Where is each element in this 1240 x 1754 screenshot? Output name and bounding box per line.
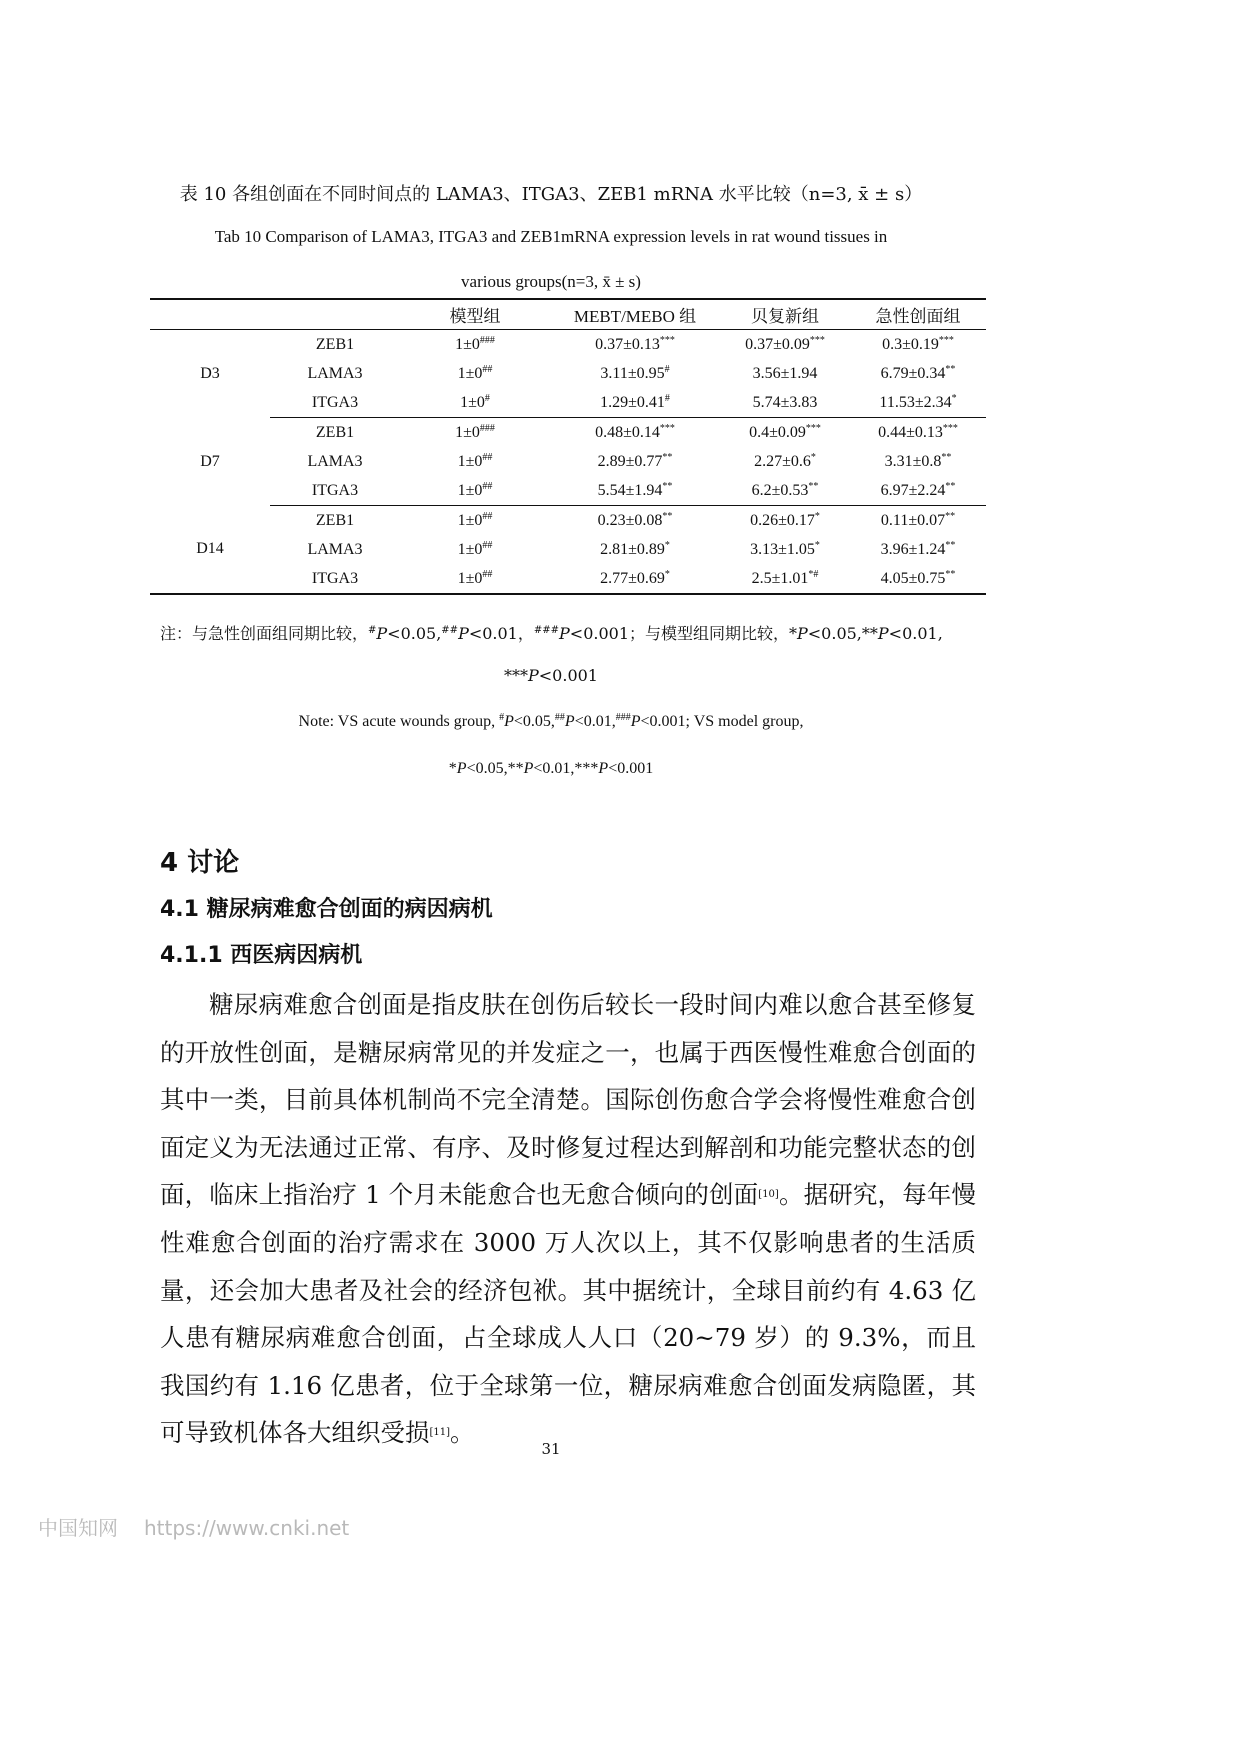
value-cell: [850, 359, 986, 388]
significance-mark: **: [941, 451, 952, 463]
table-header-row: [150, 299, 986, 330]
significance-mark: ###: [479, 334, 495, 346]
significance-mark: ***: [659, 334, 675, 346]
value-cell: [400, 476, 550, 506]
mean-sd-value: 6.97±2.24: [880, 481, 946, 499]
value-cell: [400, 564, 550, 594]
significance-mark: ##: [482, 451, 493, 463]
value-cell: [550, 330, 720, 360]
value-cell: [850, 418, 986, 448]
significance-mark: *: [810, 451, 816, 463]
significance-mark: **: [945, 480, 956, 492]
value-cell: [720, 535, 850, 564]
day-label: D3: [200, 364, 220, 382]
note-en-line1: Note: VS acute wounds group, #P<0.05,##P<0.01,###P<0.001; VS model group,: [298, 712, 804, 730]
header-mebt-group: MEBT/MEBO 组: [550, 299, 720, 330]
mean-sd-value: 3.13±1.05: [750, 540, 815, 558]
paragraph-text-1: 糖尿病难愈合创面是指皮肤在创伤后较长一段时间内难以愈合甚至修复的开放性创面，是糖尿病常见的并发症之一，也属于西医慢性难愈合创面的其中一类，目前具体机制尚不完全清楚。国际创伤愈合学会将慢性难愈合创面定义为无法通过正常、有序、及时修复过程达到解剖和功能完整状态的创面，临床上指治疗 1 个月未能愈合也无愈合倾向的创面: [160, 990, 976, 1210]
table-row: [150, 330, 986, 360]
gene-label: LAMA3: [307, 452, 363, 470]
gene-label: ZEB1: [315, 335, 355, 353]
table-row: [150, 359, 986, 388]
value-cell: [400, 535, 550, 564]
significance-mark: ##: [482, 480, 493, 492]
mean-sd-value: 2.27±0.6: [754, 452, 811, 470]
gene-label: LAMA3: [307, 540, 363, 558]
significance-mark: **: [945, 363, 956, 375]
significance-mark: *: [814, 510, 820, 522]
gene-label: LAMA3: [307, 364, 363, 382]
value-cell: [720, 564, 850, 594]
mean-sd-value: 2.89±0.77: [597, 452, 663, 470]
mean-sd-value: 1±0: [455, 335, 480, 353]
mean-sd-value: 3.31±0.8: [884, 452, 942, 470]
value-cell: [400, 330, 550, 360]
value-cell: [720, 330, 850, 360]
table-row: [150, 476, 986, 506]
significance-mark: **: [808, 480, 819, 492]
mean-sd-value: 0.3±0.19: [882, 335, 939, 353]
table-body: [150, 330, 986, 595]
value-cell: [850, 330, 986, 360]
value-cell: [550, 476, 720, 506]
significance-mark: *#: [808, 568, 819, 580]
significance-mark: **: [945, 510, 956, 522]
mean-sd-value: 1±0: [457, 511, 483, 529]
mean-sd-value: 0.23±0.08: [597, 511, 663, 529]
significance-mark: ##: [482, 539, 493, 551]
mean-sd-value: 2.5±1.01: [751, 569, 809, 587]
value-cell: [400, 359, 550, 388]
header-acute-group: 急性创面组: [850, 299, 986, 330]
significance-mark: ***: [942, 422, 958, 434]
value-cell: [850, 476, 986, 506]
table-row: [150, 535, 986, 564]
note-zh-line1: 注：与急性创面组同期比较，#P<0.05,##P<0.01，###P<0.001；与模型组同期比较，*P<0.05,**P<0.01,: [160, 624, 943, 643]
significance-mark: ***: [659, 422, 675, 434]
significance-mark: **: [945, 539, 956, 551]
mean-sd-value: 0.4±0.09: [749, 423, 806, 441]
value-cell: [550, 535, 720, 564]
gene-label: ZEB1: [315, 511, 355, 529]
significance-mark: *: [951, 392, 957, 404]
significance-mark: ##: [482, 363, 493, 375]
value-cell: [850, 535, 986, 564]
mean-sd-value: 0.37±0.09: [745, 335, 810, 353]
value-cell: [550, 506, 720, 536]
value-cell: [400, 388, 550, 418]
table-row: [150, 506, 986, 536]
mean-sd-value: 0.11±0.07: [880, 511, 946, 529]
mean-sd-value: 0.26±0.17: [750, 511, 815, 529]
gene-label: ITGA3: [270, 476, 400, 506]
value-cell: [720, 359, 850, 388]
table-row: [150, 564, 986, 594]
significance-mark: *: [664, 568, 670, 580]
mean-sd-value: 3.56±1.94: [752, 364, 818, 382]
table-row: [150, 388, 986, 418]
significance-mark: **: [662, 480, 673, 492]
gene-label: ITGA3: [311, 569, 359, 587]
table-caption-en-line2: various groups(n=3, x̄ ± s): [461, 272, 641, 291]
citation-11[interactable]: [11]: [429, 1427, 451, 1439]
value-cell: [850, 564, 986, 594]
day-label: D7: [200, 452, 220, 470]
results-table: [150, 298, 986, 595]
mean-sd-value: 0.44±0.13: [878, 423, 943, 441]
significance-mark: **: [662, 451, 673, 463]
mean-sd-value: 1±0: [460, 393, 485, 411]
value-cell: [720, 388, 850, 418]
mean-sd-value: 6.79±0.34: [880, 364, 946, 382]
mean-sd-value: 1±0: [457, 540, 483, 558]
value-cell: [850, 447, 986, 476]
section-heading-4-1: 4.1 糖尿病难愈合创面的病因病机: [160, 897, 493, 922]
note-en-line2: *P<0.05,**P<0.01,***P<0.001: [448, 760, 654, 777]
header-model-group: 模型组: [400, 299, 550, 330]
header-beifuxin-group: 贝复新组: [720, 299, 850, 330]
significance-mark: ##: [482, 568, 493, 580]
value-cell: [850, 388, 986, 418]
table-row: [150, 418, 986, 448]
paragraph-text-2: 。据研究，每年慢性难愈合创面的治疗需求在 3000 万人次以上，其不仅影响患者的生活质量，还会加大患者及社会的经济包袱。其中据统计，全球目前约有 4.63 亿人患有糖尿病难愈合创面，占全球成人人口（20~79 岁）的 9.3%，而且我国约有 1.16 亿患者，位于全球第一位，糖尿病难愈合创面发病隐匿，其可导致机体各大组织受损: [160, 1180, 976, 1448]
mean-sd-value: 3.11±0.95: [600, 364, 665, 382]
body-paragraph: [160, 981, 976, 1457]
value-cell: [550, 564, 720, 594]
mean-sd-value: 3.96±1.24: [880, 540, 946, 558]
significance-mark: **: [945, 568, 956, 580]
gene-label: ITGA3: [270, 388, 400, 418]
mean-sd-value: 5.54±1.94: [597, 481, 663, 499]
paragraph-text-3: 。: [450, 1418, 475, 1448]
mean-sd-value: 1.29±0.41: [600, 393, 665, 411]
mean-sd-value: 1±0: [457, 569, 483, 587]
table-caption-en-line1: Tab 10 Comparison of LAMA3, ITGA3 and ZEB1mRNA expression levels in rat wound tissues in: [214, 227, 888, 246]
significance-mark: *: [814, 539, 820, 551]
mean-sd-value: 6.2±0.53: [751, 481, 809, 499]
mean-sd-value: 11.53±2.34: [879, 393, 952, 411]
page-number: 31: [541, 1440, 561, 1458]
mean-sd-value: 1±0: [457, 452, 483, 470]
day-label: D14: [196, 540, 224, 558]
table-row: [150, 447, 986, 476]
note-zh-line2: ***P<0.001: [504, 666, 598, 685]
mean-sd-value: 0.48±0.14: [595, 423, 660, 441]
significance-mark: *: [664, 539, 670, 551]
value-cell: [850, 506, 986, 536]
value-cell: [550, 418, 720, 448]
value-cell: [720, 476, 850, 506]
mean-sd-value: 4.05±0.75: [880, 569, 946, 587]
value-cell: [720, 506, 850, 536]
mean-sd-value: 1±0: [457, 481, 483, 499]
significance-mark: **: [662, 510, 673, 522]
section-heading-4-1-1: 4.1.1 西医病因病机: [160, 943, 363, 968]
value-cell: [550, 447, 720, 476]
significance-mark: #: [484, 392, 490, 404]
significance-mark: ***: [809, 334, 825, 346]
mean-sd-value: 2.81±0.89: [600, 540, 665, 558]
value-cell: [400, 418, 550, 448]
citation-10[interactable]: [10]: [758, 1189, 779, 1201]
value-cell: [400, 447, 550, 476]
mean-sd-value: 0.37±0.13: [595, 335, 660, 353]
significance-mark: #: [664, 363, 670, 375]
significance-mark: ***: [805, 422, 821, 434]
value-cell: [550, 359, 720, 388]
mean-sd-value: 2.77±0.69: [600, 569, 665, 587]
gene-label: ZEB1: [315, 423, 355, 441]
watermark-logo-text: 中国知网: [38, 1516, 118, 1540]
section-heading-discussion: 4 讨论: [160, 848, 240, 878]
significance-mark: ***: [938, 334, 954, 346]
watermark-url: https://www.cnki.net: [144, 1516, 350, 1540]
table-caption-zh: 表 10 各组创面在不同时间点的 LAMA3、ITGA3、ZEB1 mRNA 水平比较（n=3, x̄ ± s）: [179, 184, 923, 205]
significance-mark: ##: [482, 510, 493, 522]
mean-sd-value: 1±0: [457, 364, 483, 382]
value-cell: [720, 418, 850, 448]
value-cell: [400, 506, 550, 536]
value-cell: [550, 388, 720, 418]
cnki-watermark: [38, 1512, 375, 1541]
mean-sd-value: 5.74±3.83: [752, 393, 818, 411]
significance-mark: #: [664, 392, 670, 404]
significance-mark: ###: [479, 422, 495, 434]
mean-sd-value: 1±0: [455, 423, 480, 441]
value-cell: [720, 447, 850, 476]
